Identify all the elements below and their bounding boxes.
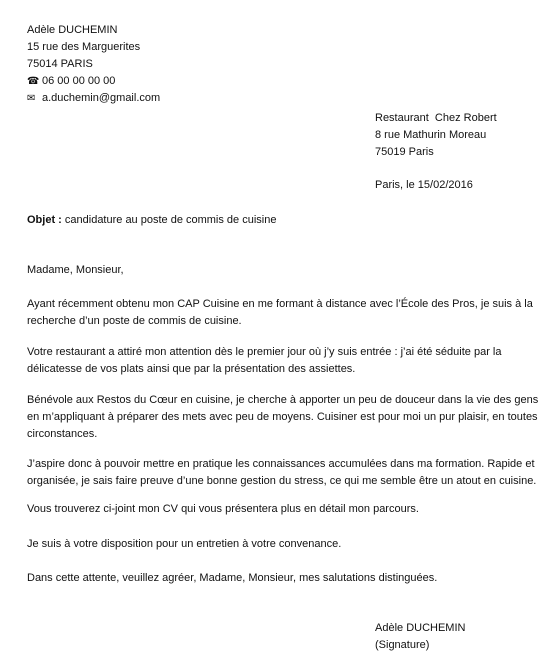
sender-name: Adèle DUCHEMIN	[27, 24, 118, 36]
paragraph-line: Votre restaurant a attiré mon attention dès le premier jour où j’y suis entrée : j’ai été séduite par la	[27, 346, 502, 358]
paragraph-3	[27, 392, 539, 443]
salutation	[27, 262, 519, 279]
paragraph-line: organisée, je sais faire preuve d’une bonne gestion du stress, ce qui me semble être un atout en cuisine.	[27, 475, 537, 487]
signature-note: (Signature)	[375, 639, 430, 651]
envelope-icon: ✉	[27, 93, 36, 104]
paragraph-line: en m’appliquant à préparer des mets avec peu de moyens. Cuisiner est pour moi un pur plaisir, en toutes	[27, 411, 538, 423]
paragraph-1	[27, 296, 533, 330]
paragraph-line: Ayant récemment obtenu mon CAP Cuisine en me formant à distance avec l’École des Pros, je suis à la	[27, 298, 533, 310]
sender-phone-line	[27, 73, 160, 90]
object-text: candidature au poste de commis de cuisine	[61, 214, 277, 226]
signature-name: Adèle DUCHEMIN	[375, 622, 466, 634]
paragraph-line: Dans cette attente, veuillez agréer, Madame, Monsieur, mes salutations distinguées.	[27, 572, 438, 584]
paragraph-6	[27, 536, 519, 553]
paragraph-line: délicatesse de vos plats ainsi que par la présentation des assiettes.	[27, 363, 356, 375]
sender-street: 15 rue des Marguerites	[27, 41, 141, 53]
paragraph-2	[27, 344, 519, 378]
recipient-street: 8 rue Mathurin Moreau	[375, 129, 487, 141]
paragraph-7	[27, 570, 519, 587]
signature-block	[375, 620, 465, 654]
sender-city: 75014 PARIS	[27, 58, 93, 70]
object-line	[27, 212, 276, 229]
sender-email-line	[27, 90, 160, 107]
paragraph-line: Vous trouverez ci-joint mon CV qui vous présentera plus en détail mon parcours.	[27, 503, 419, 515]
paragraph-line: Bénévole aux Restos du Cœur en cuisine, je cherche à apporter un peu de douceur dans la vie des gens	[27, 394, 539, 406]
sender-block	[27, 22, 160, 107]
recipient-block	[375, 110, 497, 161]
sender-phone: 06 00 00 00 00	[42, 75, 116, 87]
paragraph-5	[27, 501, 519, 518]
paragraph-line: Je suis à votre disposition pour un entretien à votre convenance.	[27, 538, 342, 550]
paragraph-line: circonstances.	[27, 428, 98, 440]
paragraph-4	[27, 456, 537, 490]
phone-icon: ☎	[27, 76, 40, 87]
recipient-name: Restaurant Chez Robert	[375, 112, 497, 124]
recipient-city: 75019 Paris	[375, 146, 434, 158]
salutation-text: Madame, Monsieur,	[27, 264, 124, 276]
paragraph-line: J’aspire donc à pouvoir mettre en pratique les connaissances accumulées dans ma formation. Rapide et	[27, 458, 535, 470]
letter-date	[375, 177, 473, 194]
date-text: Paris, le 15/02/2016	[375, 179, 473, 191]
object-label: Objet :	[27, 214, 62, 226]
paragraph-line: recherche d’un poste de commis de cuisine.	[27, 315, 242, 327]
sender-email: a.duchemin@gmail.com	[42, 92, 161, 104]
